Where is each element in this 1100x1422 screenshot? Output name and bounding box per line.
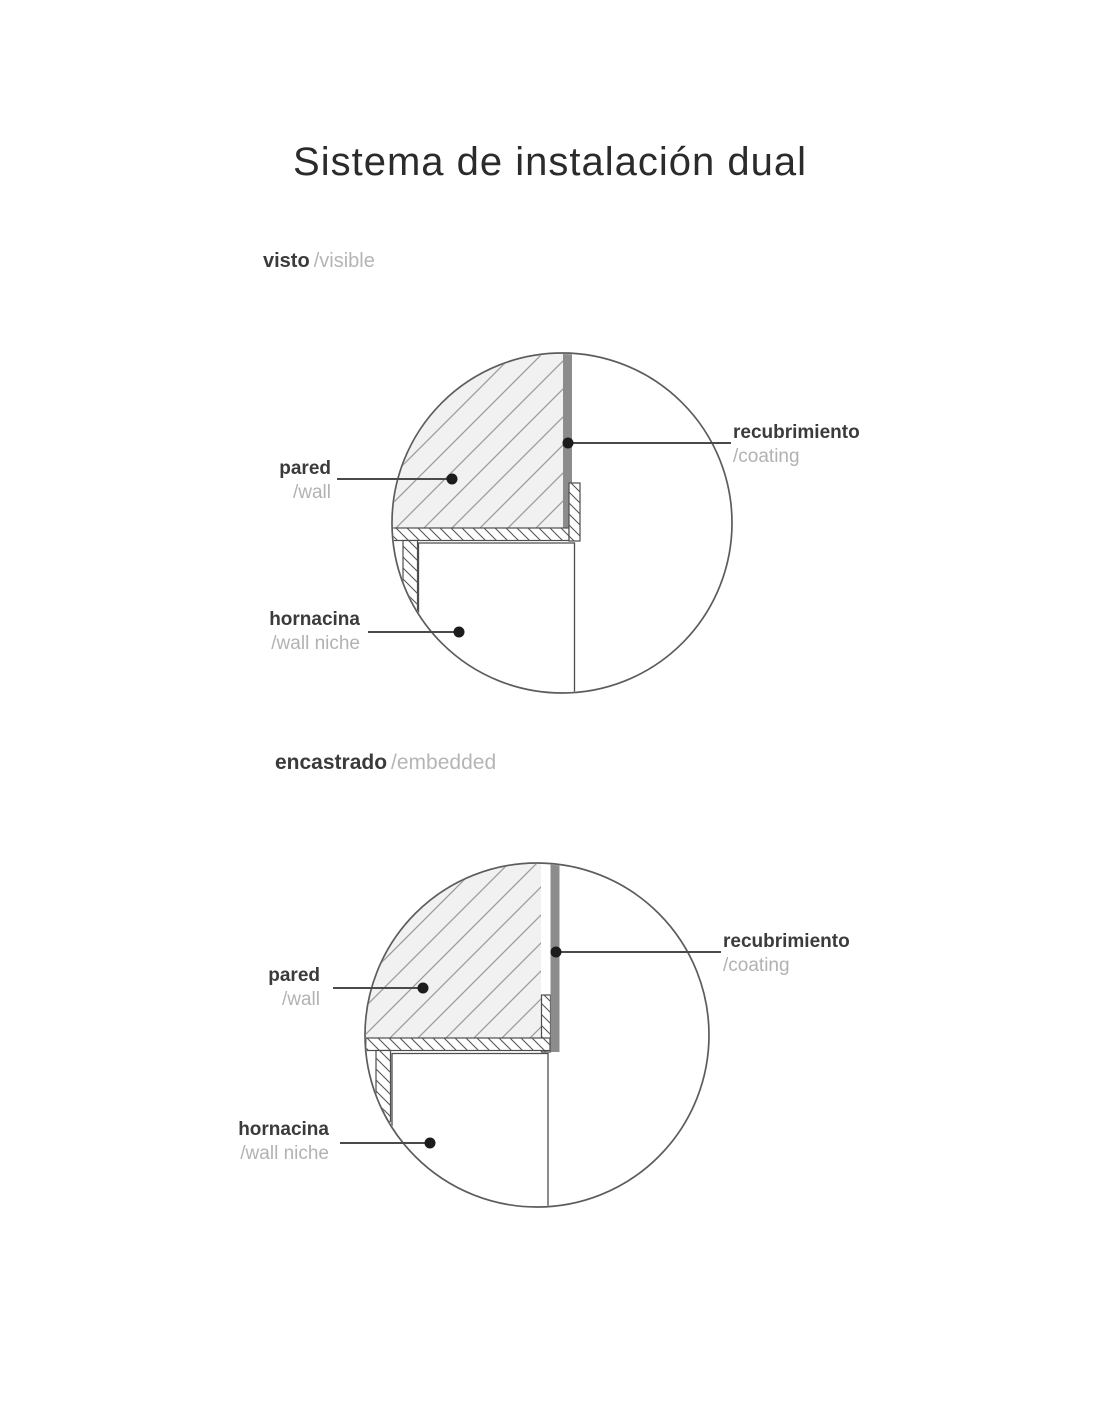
label-hornacina-visto-secondary: /wall niche [271,633,360,654]
label-recubrimiento-encastrado [723,930,850,978]
label-recubrimiento-encastrado-secondary: /coating [723,955,790,976]
label-recubrimiento-visto [733,421,860,469]
label-pared-visto [279,457,331,505]
section-heading-encastrado-primary: encastrado [275,751,388,774]
niche-interior-outline-visto [419,543,575,694]
label-pared-encastrado-secondary: /wall [281,989,320,1010]
section-heading-encastrado-secondary: /embedded [391,751,497,774]
label-recubrimiento-visto-primary: recubrimiento [733,422,860,443]
niche-top-strip-visto [392,528,569,541]
label-hornacina-visto [269,608,360,656]
label-hornacina-encastrado-secondary: /wall niche [240,1143,329,1164]
label-recubrimiento-visto-secondary: /coating [733,446,800,467]
section-heading-visto-primary: visto [263,250,310,272]
label-pared-visto-secondary: /wall [292,482,331,503]
label-recubrimiento-encastrado-primary: recubrimiento [723,931,850,952]
leader-hornacina-encastrado [340,1138,436,1149]
diagram-encastrado [333,860,721,1208]
diagram-visto [337,350,732,694]
niche-lip-visto [569,483,580,541]
section-heading-visto-secondary: /visible [313,250,375,272]
label-pared-visto-primary: pared [279,458,331,479]
leader-recubrimiento-visto [563,438,732,449]
niche-interior-outline-encastrado [392,1054,548,1209]
leader-recubrimiento-encastrado [551,947,722,958]
niche-left-strip-visto [403,541,418,617]
label-hornacina-encastrado [238,1118,329,1166]
label-pared-encastrado [268,964,320,1012]
niche-top-strip-encastrado [366,1038,550,1051]
label-hornacina-encastrado-primary: hornacina [238,1119,329,1140]
label-hornacina-visto-primary: hornacina [269,609,360,630]
leader-hornacina-visto [368,627,465,638]
label-pared-encastrado-primary: pared [268,965,320,986]
wall-section-encastrado [363,861,541,1038]
page-title: Sistema de instalación dual [293,140,807,184]
